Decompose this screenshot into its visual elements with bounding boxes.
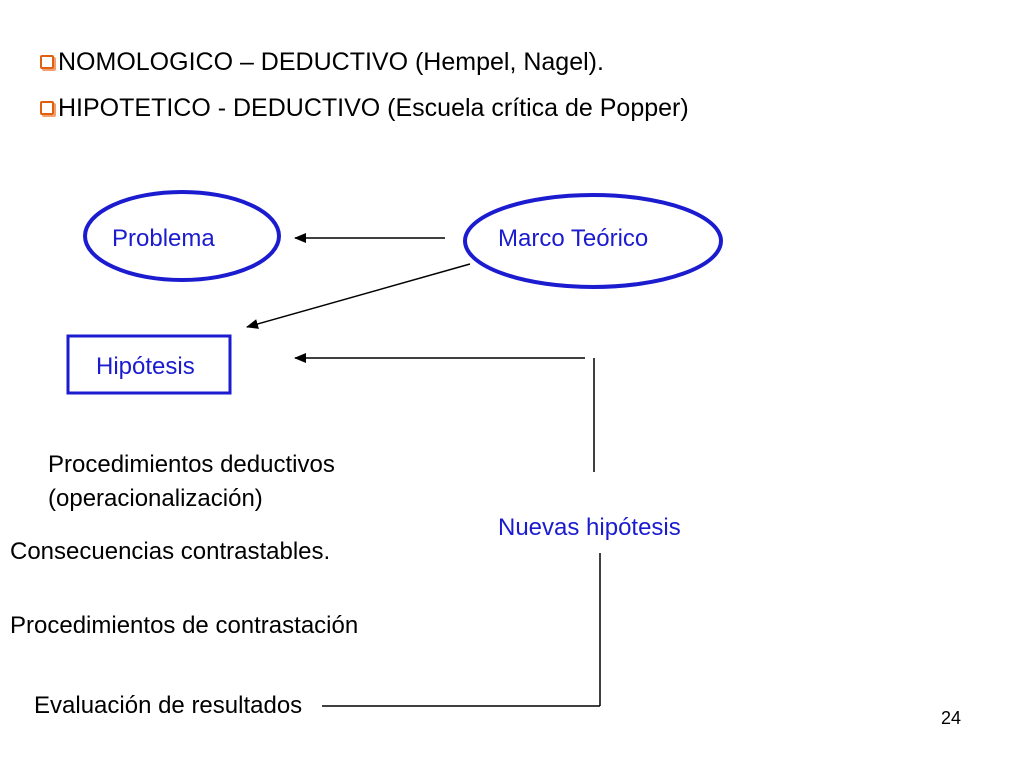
- procedimientos-deductivos-label: Procedimientos deductivos: [48, 451, 335, 478]
- bullet-text: NOMOLOGICO – DEDUCTIVO (Hempel, Nagel).: [58, 48, 604, 76]
- operacionalizacion-label: (operacionalización): [48, 485, 263, 512]
- arrow-marco-to-hipotesis: [247, 264, 470, 327]
- hipotesis-label: Hipótesis: [96, 353, 195, 380]
- consecuencias-label: Consecuencias contrastables.: [10, 538, 331, 565]
- evaluacion-label: Evaluación de resultados: [34, 692, 303, 719]
- problema-label: Problema: [112, 225, 215, 252]
- page-number: 24: [941, 708, 962, 728]
- marco-teorico-label: Marco Teórico: [498, 225, 649, 252]
- bullet-text: HIPOTETICO - DEDUCTIVO (Escuela crítica de Popper): [58, 94, 689, 122]
- procedimientos-contrastacion-label: Procedimientos de contrastación: [10, 612, 359, 639]
- nuevas-hipotesis-label: Nuevas hipótesis: [498, 514, 681, 541]
